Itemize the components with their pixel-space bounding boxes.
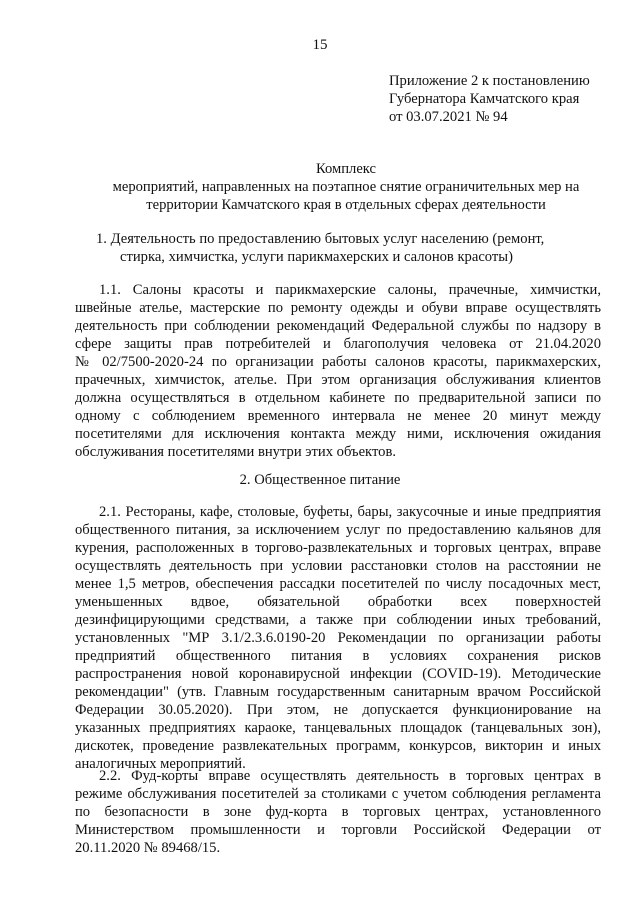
text-line: 2.2. Фуд-корты вправе осуществлять деятельность в торговых центрах в: [99, 768, 601, 784]
text-line: установленных "МР 3.1/2.3.6.0190-20 Рекомендации по организации работы: [75, 630, 601, 646]
text-line: предприятий общественного питания в условиях сохранения рисков: [75, 648, 601, 664]
text-line: общественного питания, за исключением услуг по предоставлению кальянов для: [75, 522, 601, 538]
text-line: швейные ателье, мастерские по ремонту одежды и обуви вправе осуществлять: [75, 300, 601, 316]
text-line: посетителями для исключения контакта между ними, исключения ожидания: [75, 426, 601, 442]
title-line: территории Камчатского края в отдельных сферах деятельности: [146, 197, 546, 213]
text-line: курения, расположенных в торгово-развлекательных и торговых центрах, вправе: [75, 540, 601, 556]
text-line: сфере защиты прав потребителей и благополучия человека от 21.04.2020: [75, 336, 601, 352]
heading-line: стирка, химчистка, услуги парикмахерских и салонов красоты): [120, 249, 513, 265]
appendix-line: Приложение 2 к постановлению: [389, 73, 590, 89]
title-line: Комплекс: [315, 161, 377, 177]
text-line: рекомендации" (утв. Главным государственным санитарным врачом Российской: [75, 684, 601, 700]
text-line: одному с соблюдением временного интервала не менее 20 минут между: [75, 408, 601, 424]
page-number: 15: [312, 37, 328, 53]
text-line: менее 1,5 метров, обеспечения рассадки посетителей по числу посадочных мест,: [75, 576, 601, 592]
text-line: деятельность при соблюдении рекомендаций Федеральной службы по надзору в: [75, 318, 601, 334]
text-line: Министерством промышленности и торговли Российской Федерации от: [75, 822, 601, 838]
appendix-line: от 03.07.2021 № 94: [389, 109, 508, 125]
text-line: № 02/7500-2020-24 по организации работы салонов красоты, парикмахерских,: [75, 354, 601, 370]
text-line: должна осуществляться в отдельном кабинете по предварительной записи по: [75, 390, 601, 406]
text-line: по безопасности в зоне фуд-корта в торговых центрах, установленного: [75, 804, 601, 820]
appendix-reference: [389, 72, 629, 126]
text-line: 2.1. Рестораны, кафе, столовые, буфеты, бары, закусочные и иные предприятия: [99, 504, 601, 520]
text-line: осуществлять деятельность при условии расстановки столов на расстоянии не: [75, 558, 601, 574]
text-line: уменьшенных вдвое, обязательной обработки всех поверхностей: [75, 594, 601, 610]
text-line: 1.1. Салоны красоты и парикмахерские салоны, прачечные, химчистки,: [99, 282, 601, 298]
text-line: дезинфицирующими средствами, а также при соблюдении иных требований,: [75, 612, 601, 628]
text-line: прачечных, химчисток, ателье. При этом организация обслуживания клиентов: [75, 372, 601, 388]
text-line: дискотек, проведение развлекательных программ, конкурсов, викторин и иных: [75, 738, 601, 754]
text-line: аналогичных мероприятий.: [75, 756, 246, 772]
text-line: режиме обслуживания посетителей за столиками с учетом соблюдения регламента: [75, 786, 601, 802]
paragraph-2-1: [75, 503, 601, 773]
text-line: Федерации 30.05.2020). При этом, не допускается функционирование на: [75, 702, 601, 718]
heading-line: 1. Деятельность по предоставлению бытовых услуг населению (ремонт,: [96, 231, 545, 247]
section-2-heading: 2. Общественное питание: [239, 472, 401, 488]
text-line: 20.11.2020 № 89468/15.: [75, 840, 221, 856]
document-title: [70, 160, 622, 214]
section-1-heading: [96, 230, 606, 266]
title-line: мероприятий, направленных на поэтапное снятие ограничительных мер на: [112, 179, 580, 195]
appendix-line: Губернатора Камчатского края: [389, 91, 580, 107]
text-line: указанных предприятиях караоке, танцевальных площадок (танцевальных зон),: [75, 720, 601, 736]
text-line: распространения новой коронавирусной инфекции (COVID-19). Методические: [75, 666, 601, 682]
text-line: обслуживания посетителями внутри этих объектов.: [75, 444, 396, 460]
paragraph-1-1: [75, 281, 601, 461]
paragraph-2-2: [75, 767, 601, 857]
